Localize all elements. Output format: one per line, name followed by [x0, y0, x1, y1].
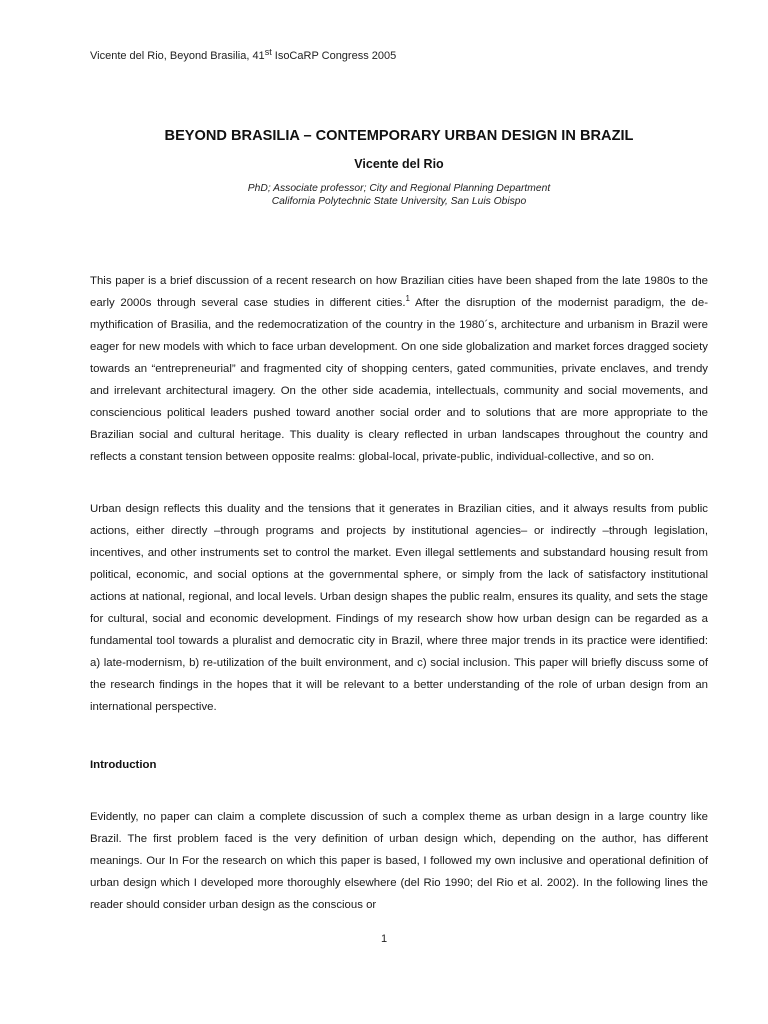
introduction-paragraph-1: Evidently, no paper can claim a complete discussion of such a complex theme as urban design in a large country like Brazil. The first problem faced is the very definition of urban design which, depending on the author, has different meanings. Our In For the research on which this paper is based, I followed my own inclusive and operational definition of urban design which I developed more thoroughly elsewhere (del Rio 1990; del Rio et al. 2002). In the following lines the reader should consider urban design as the conscious or	[90, 811, 708, 911]
author-name: Vicente del Rio	[354, 157, 444, 171]
abstract-paragraph-1	[90, 270, 708, 468]
running-header-prefix: Vicente del Rio, Beyond Brasilia, 41	[90, 50, 265, 62]
affiliation-line-1: PhD; Associate professor; City and Regional Planning Department	[247, 183, 551, 194]
footnote-reference[interactable]: 1	[405, 294, 410, 303]
page-number: 1	[380, 933, 388, 945]
abstract-paragraph-2: Urban design reflects this duality and the tensions that it generates in Brazilian cities, and it always results from public actions, either directly –through programs and projects by institutional agencies– or indirectly –through legislation, incentives, and other instruments set to control the market. Even illegal settlements and substandard housing result from political, economic, and social options at the governmental sphere, or simply from the lack of satisfactory institutional actions at national, regional, and local levels. Urban design shapes the public realm, ensures its quality, and sets the stage for cultural, social and economic development. Findings of my research show how urban design can be regarded as a fundamental tool towards a pluralist and democratic city in Brazil, where three major trends in its practice were identified: a) late-modernism, b) re-utilization of the built environment, and c) social inclusion. This paper will briefly discuss some of the research findings in the hopes that it will be relevant to a better understanding of the role of urban design from an international perspective.	[90, 503, 708, 713]
running-header	[90, 49, 396, 63]
affiliation-line-2: California Polytechnic State University, San Luis Obispo	[271, 196, 527, 207]
paragraph-1-text-a: This paper is a brief discussion of a recent research on how Brazilian cities have been shaped from the late 1980s to the early 2000s through several case studies in different cities.	[90, 275, 708, 309]
running-header-superscript: st	[264, 47, 272, 57]
section-heading-introduction: Introduction	[90, 759, 157, 771]
running-header-suffix: IsoCaRP Congress 2005	[271, 50, 397, 62]
paragraph-1-text-b: After the disruption of the modernist paradigm, the de-mythification of Brasilia, and the redemocratization of the country in the 1980´s, architecture and urbanism in Brazil were eager for new models with which to face urban development. On one side globalization and market forces dragged society towards an “entrepreneurial” and fragmented city of shopping centers, gated communities, private enclaves, and trendy and irrelevant architectural imagery. On the other side academia, intellectuals, community and social movements, and consciencious political leaders pushed toward another social order and to solutions that are more appropriate to the Brazilian social and cultural heritage. This duality is cleary reflected in urban landscapes throughout the country and reflects a constant tension between opposite realms: global-local, private-public, individual-collective, and so on.	[90, 297, 708, 463]
paper-title: BEYOND BRASILIA – CONTEMPORARY URBAN DESIGN IN BRAZIL	[164, 128, 634, 144]
